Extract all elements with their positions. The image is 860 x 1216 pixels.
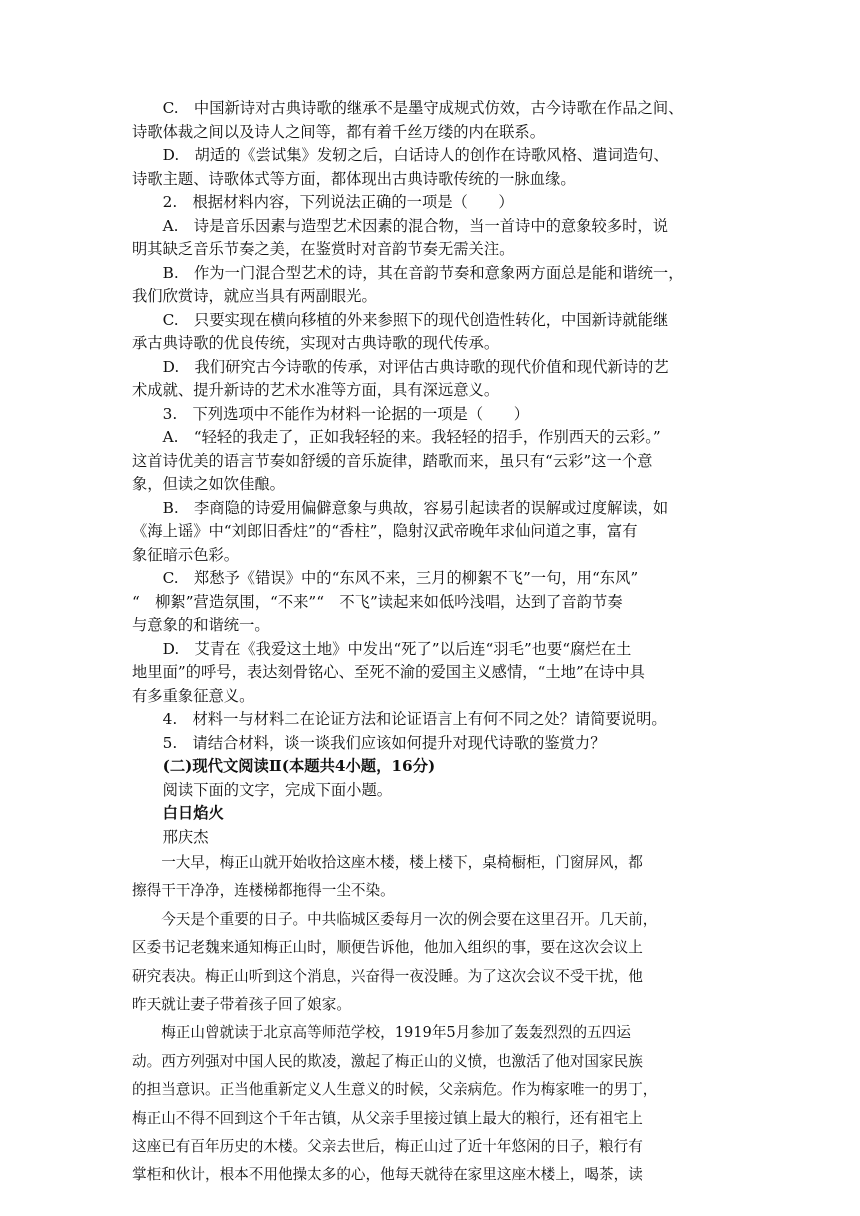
text-line: B. 李商隐的诗爱用偏僻意象与典故，容易引起读者的误解或过度解读，如	[162, 498, 669, 517]
story-title: 白日焰火	[162, 804, 224, 822]
story-paragraph-s3	[132, 1019, 737, 1189]
text-line: 擦得干干净净，连楼梯都拖得一尘不染。	[132, 882, 395, 900]
section-heading: (二)现代文阅读Ⅱ(本题共4小题，16分)	[162, 757, 436, 775]
text-line: 术成就、提升新诗的艺术水准等方面，具有深远意义。	[132, 381, 500, 399]
story-paragraph-s2	[132, 906, 737, 1020]
text-line: 2. 根据材料内容，下列说法正确的一项是（ ）	[162, 193, 514, 211]
text-line: 的担当意识。正当他重新定义人生意义的时候，父亲病危。作为梅家唯一的男丁，	[132, 1081, 658, 1099]
question-paragraph-b2	[132, 262, 737, 309]
question-paragraph-c3	[132, 567, 737, 638]
text-line: 有多重象征意义。	[132, 686, 255, 705]
story-paragraph-s1	[132, 849, 737, 906]
question-paragraph-b3	[132, 497, 737, 568]
text-line: 诗歌体裁之间以及诗人之间等，都有着千丝万缕的内在联系。	[132, 122, 546, 141]
text-line: 4. 材料一与材料二在论证方法和论证语言上有何不同之处？请简要说明。	[162, 710, 667, 728]
text-line: D. 我们研究古今诗歌的传承，对评估古典诗歌的现代价值和现代新诗的艺	[162, 357, 669, 376]
question-paragraph-q2	[132, 191, 737, 215]
text-line: C. 郑愁予《错误》中的“东风不来，三月的柳絮不飞”一句，用“东风”	[162, 569, 639, 587]
reading-instruction: 阅读下面的文字，完成下面小题。	[162, 780, 393, 799]
text-line: D. 胡适的《尝试集》发轫之后，白话诗人的创作在诗歌风格、遣词造句、	[162, 146, 669, 164]
text-line: 这首诗优美的语言节奏如舒缓的音乐旋律，踏歌而来，虽只有“云彩”这一个意	[132, 451, 653, 470]
text-line: 梅正山曾就读于北京高等师范学校，1919年5月参加了轰轰烈烈的五四运	[161, 1024, 631, 1042]
text-line: A. “轻轻的我走了，正如我轻轻的来。我轻轻的招手，作别西天的云彩。”	[162, 428, 661, 446]
question-list	[132, 97, 737, 755]
text-line: 地里面”的呼号，表达刻骨铭心、至死不渝的爱国主义感情，“土地”在诗中具	[132, 663, 645, 681]
text-line: A. 诗是音乐因素与造型艺术因素的混合物，当一首诗中的意象较多时，说	[162, 216, 669, 235]
text-line: C. 只要实现在横向移植的外来参照下的现代创造性转化，中国新诗就能继	[162, 310, 669, 329]
text-line: “ 柳絮”营造氛围，“不来”“ 不飞”读起来如低吟浅唱，达到了音韵节奏	[132, 592, 623, 611]
text-line: 我们欣赏诗，就应当具有两副眼光。	[132, 287, 377, 305]
text-line: C. 中国新诗对古典诗歌的继承不是墨守成规式仿效，古今诗歌在作品之间、	[162, 99, 684, 117]
text-line: 承古典诗歌的优良传统，实现对古典诗歌的现代传承。	[132, 334, 500, 352]
story-body	[132, 849, 737, 1190]
question-paragraph-a3	[132, 426, 737, 497]
text-line: 象征暗示色彩。	[132, 545, 240, 564]
question-paragraph-c1	[132, 97, 737, 144]
text-line: 今天是个重要的日子。中共临城区委每月一次的例会要在这里召开。几天前，	[161, 910, 658, 928]
story-author: 邢庆杰	[162, 827, 209, 846]
text-line: 掌柜和伙计，根本不用他操太多的心，他每天就待在家里这座木楼上，喝茶，读	[132, 1166, 643, 1184]
question-paragraph-q5	[132, 732, 737, 756]
text-line: 明其缺乏音乐节奏之美，在鉴赏时对音韵节奏无需关注。	[132, 240, 515, 258]
text-line: 诗歌主题、诗歌体式等方面，都体现出古典诗歌传统的一脉血缘。	[132, 169, 576, 188]
question-paragraph-q4	[132, 708, 737, 732]
question-paragraph-a2	[132, 215, 737, 262]
text-line: 研究表决。梅正山听到这个消息，兴奋得一夜没睡。为了这次会议不受干扰，他	[132, 967, 643, 985]
text-line: B. 作为一门混合型艺术的诗，其在音韵节奏和意象两方面总是能和谐统一，	[162, 263, 684, 282]
text-line: 象，但读之如饮佳酿。	[132, 475, 285, 493]
question-paragraph-d3	[132, 638, 737, 709]
text-line: 3. 下列选项中不能作为材料一论据的一项是（ ）	[162, 404, 530, 423]
text-line: 一大早，梅正山就开始收拾这座木楼，楼上楼下，桌椅橱柜，门窗屏风，都	[161, 854, 643, 871]
text-line: 动。西方列强对中国人民的欺凌，激起了梅正山的义愤，也激活了他对国家民族	[132, 1052, 643, 1070]
text-line: 5. 请结合材料，谈一谈我们应该如何提升对现代诗歌的鉴赏力？	[162, 733, 606, 752]
text-line: 这座已有百年历史的木楼。父亲去世后，梅正山过了近十年悠闲的日子，粮行有	[132, 1138, 643, 1156]
text-line: 梅正山不得不回到这个千年古镇，从父亲手里接过镇上最大的粮行，还有祖宅上	[132, 1109, 643, 1127]
question-paragraph-d2	[132, 356, 737, 403]
text-line: 《海上谣》中“刘郎旧香炷”的“香柱”，隐射汉武帝晚年求仙问道之事，富有	[132, 522, 638, 540]
exam-page	[132, 97, 737, 1190]
text-line: 区委书记老魏来通知梅正山时，顺便告诉他，他加入组织的事，要在这次会议上	[132, 939, 643, 957]
text-line: D. 艾青在《我爱这土地》中发出“死了”以后连“羽毛”也要“腐烂在土	[162, 639, 632, 658]
question-paragraph-c2	[132, 309, 737, 356]
text-line: 与意象的和谐统一。	[132, 616, 270, 634]
question-paragraph-q3	[132, 403, 737, 427]
text-line: 昨天就让妻子带着孩子回了娘家。	[132, 996, 351, 1014]
question-paragraph-d1	[132, 144, 737, 191]
